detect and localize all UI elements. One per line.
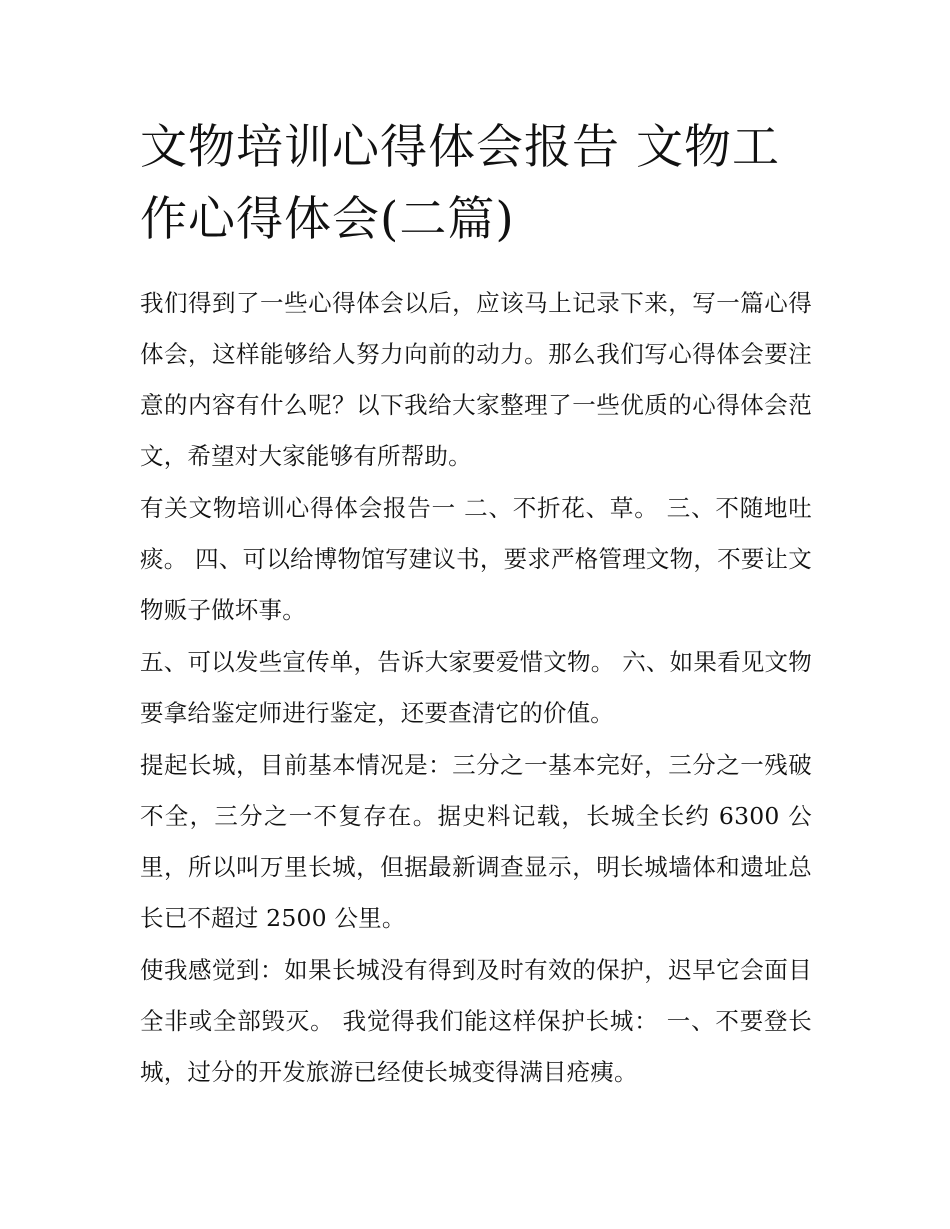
paragraph-report-one: 有关文物培训心得体会报告一 二、不折花、草。 三、不随地吐痰。 四、可以给博物馆写建议书，要求严格管理文物，不要让文物贩子做坏事。 xyxy=(140,494,812,624)
paragraph-leaflets: 五、可以发些宣传单，告诉大家要爱惜文物。 六、如果看见文物要拿给鉴定师进行鉴定，还要查清它的价值。 xyxy=(140,648,812,727)
document-title: 文物培训心得体会报告 文物工作心得体会(二篇) xyxy=(140,120,780,247)
paragraph-intro: 我们得到了一些心得体会以后，应该马上记录下来，写一篇心得体会，这样能够给人努力向前的动力。那么我们写心得体会要注意的内容有什么呢？以下我给大家整理了一些优质的心得体会范文，希望对大家能够有所帮助。 xyxy=(140,289,812,470)
paragraph-great-wall: 提起长城，目前基本情况是：三分之一基本完好，三分之一残破不全，三分之一不复存在。据史料记载，长城全长约 6300 公里，所以叫万里长城，但据最新调查显示，明长城墙体和遗址总长已不超过 2500 公里。 xyxy=(140,751,812,932)
paragraph-protection: 使我感觉到：如果长城没有得到及时有效的保护，迟早它会面目全非或全部毁灭。 我觉得我们能这样保护长城： 一、不要登长城，过分的开发旅游已经使长城变得满目疮痍。 xyxy=(140,956,812,1086)
document-body xyxy=(140,278,812,1099)
